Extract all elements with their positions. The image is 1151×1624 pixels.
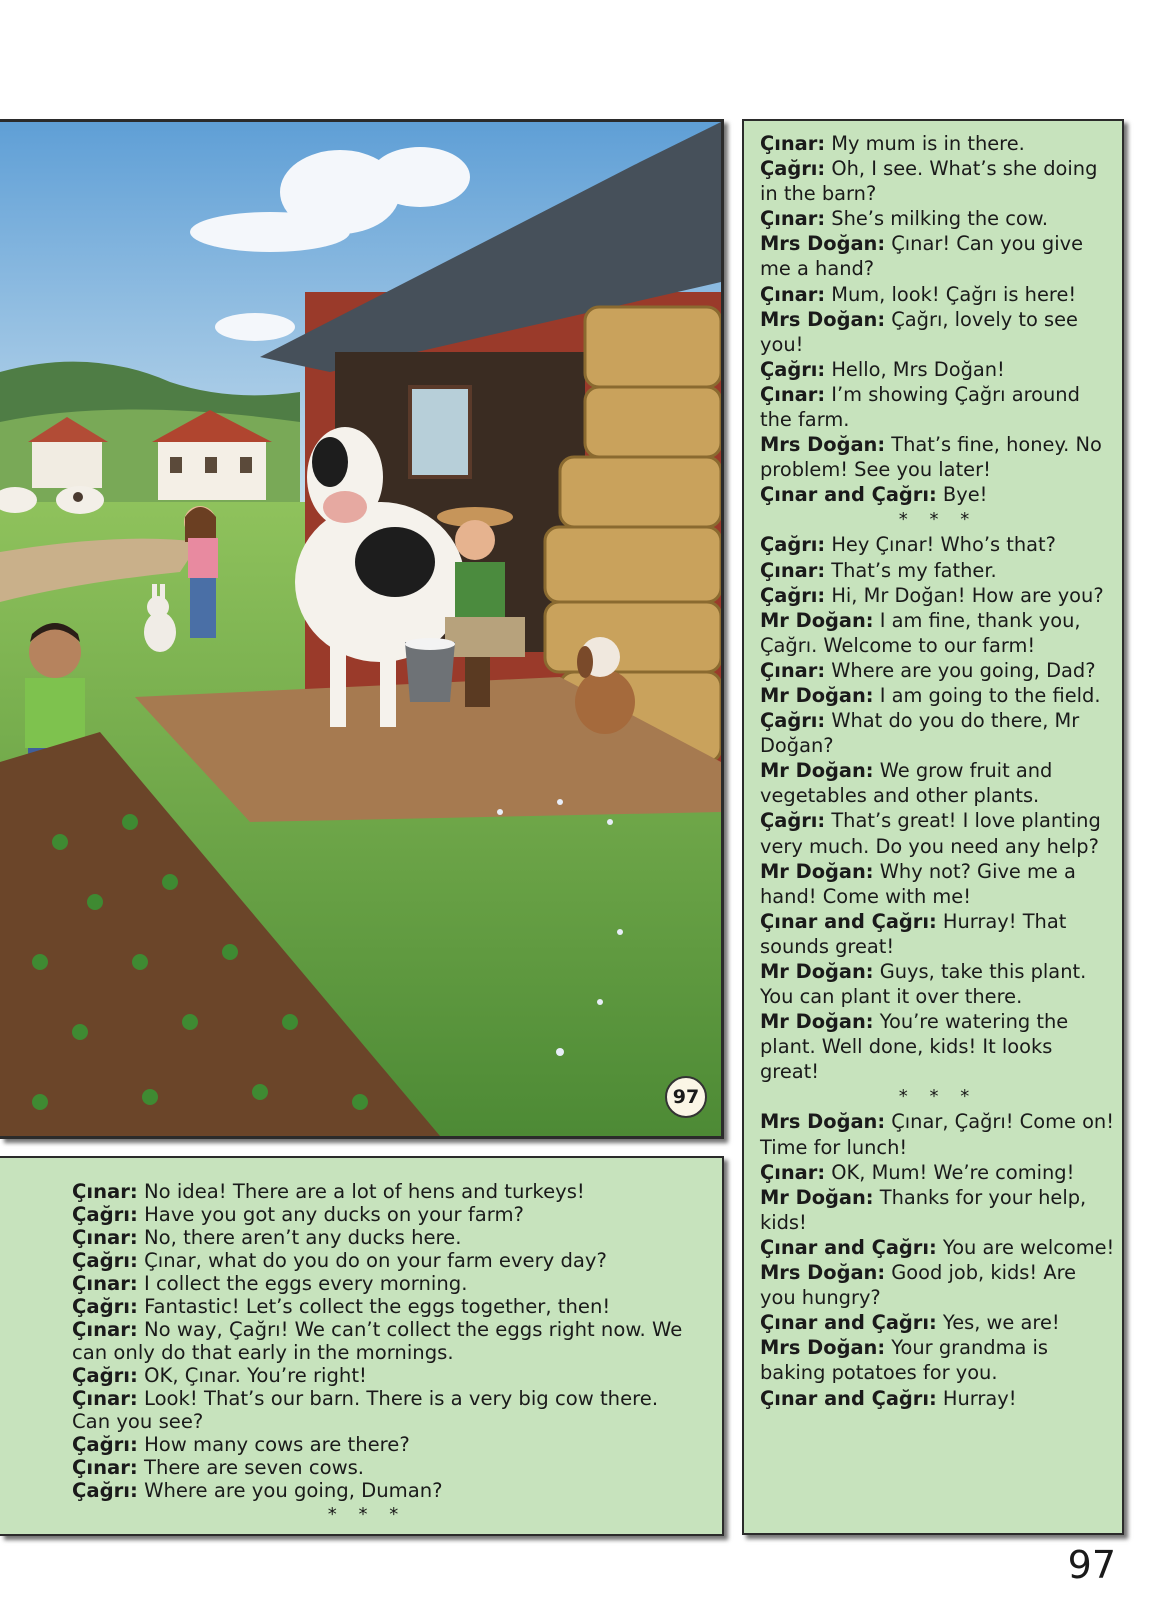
speaker-name: Mr Doğan: bbox=[760, 859, 874, 883]
dialogue-text: I am going to the field. bbox=[873, 683, 1101, 707]
dialogue-line bbox=[72, 1203, 702, 1226]
section-separator: * * * bbox=[898, 1086, 978, 1108]
dialogue-line bbox=[760, 959, 1116, 1009]
dialogue-text: Çınar! Can you give me a hand? bbox=[760, 232, 1084, 281]
speaker-name: Mrs Doğan: bbox=[760, 307, 886, 331]
speaker-name: Mrs Doğan: bbox=[760, 1261, 886, 1285]
speaker-name: Çınar: bbox=[72, 1456, 138, 1479]
dialogue-text: We grow fruit and vegetables and other plants. bbox=[760, 759, 1053, 808]
dialogue-text: Hurray! bbox=[936, 1386, 1017, 1410]
dialogue-line bbox=[72, 1249, 702, 1272]
dialogue-text: Hello, Mrs Doğan! bbox=[825, 357, 1005, 381]
speaker-name: Çağrı: bbox=[72, 1433, 138, 1456]
speaker-name: Çınar and Çağrı: bbox=[760, 1386, 937, 1410]
dialogue-text: What do you do there, Mr Doğan? bbox=[760, 709, 1080, 758]
speaker-name: Çağrı: bbox=[760, 157, 826, 181]
speaker-name: Mr Doğan: bbox=[760, 608, 874, 632]
dialogue-text: That’s fine, honey. No problem! See you later! bbox=[760, 433, 1102, 482]
dialogue-lines bbox=[760, 131, 1116, 1411]
speaker-name: Çınar: bbox=[72, 1318, 138, 1341]
speaker-name: Mr Doğan: bbox=[760, 1185, 874, 1209]
dialogue-text: Good job, kids! Are you hungry? bbox=[760, 1261, 1077, 1310]
dialogue-line bbox=[760, 583, 1116, 608]
dialogue-line bbox=[760, 532, 1116, 557]
dialogue-line bbox=[760, 357, 1116, 382]
dialogue-panel-bottom bbox=[0, 1156, 724, 1536]
dialogue-text: I am fine, thank you, Çağrı. Welcome to our farm! bbox=[760, 608, 1081, 657]
dialogue-text: I collect the eggs every morning. bbox=[137, 1272, 468, 1295]
dialogue-line bbox=[760, 1235, 1116, 1260]
speaker-name: Çağrı: bbox=[72, 1364, 138, 1387]
dialogue-line bbox=[72, 1226, 702, 1249]
farm-illustration bbox=[0, 119, 724, 1139]
dialogue-line bbox=[72, 1433, 702, 1456]
speaker-name: Çınar: bbox=[72, 1387, 138, 1410]
dialogue-text: You are welcome! bbox=[936, 1235, 1115, 1259]
dialogue-text: No, there aren’t any ducks here. bbox=[137, 1226, 462, 1249]
speaker-name: Çağrı: bbox=[72, 1295, 138, 1318]
dialogue-line bbox=[760, 808, 1116, 858]
dialogue-line bbox=[760, 1310, 1116, 1335]
speaker-name: Çınar: bbox=[760, 1160, 826, 1184]
speaker-name: Mrs Doğan: bbox=[760, 433, 886, 457]
dialogue-line bbox=[760, 131, 1116, 156]
dialogue-text: OK, Mum! We’re coming! bbox=[825, 1160, 1075, 1184]
speaker-name: Çınar and Çağrı: bbox=[760, 1235, 937, 1259]
dialogue-line bbox=[760, 708, 1116, 758]
speaker-name: Çınar: bbox=[760, 207, 826, 231]
speaker-name: Çınar: bbox=[72, 1272, 138, 1295]
dialogue-text: Çağrı, lovely to see you! bbox=[760, 307, 1078, 356]
dialogue-text: There are seven cows. bbox=[137, 1456, 365, 1479]
dialogue-text: My mum is in there. bbox=[825, 132, 1025, 155]
dialogue-text: Hi, Mr Doğan! How are you? bbox=[825, 583, 1104, 607]
dialogue-line bbox=[72, 1272, 702, 1295]
speaker-name: Çınar: bbox=[760, 282, 826, 306]
dialogue-line bbox=[72, 1479, 702, 1502]
speaker-name: Mrs Doğan: bbox=[760, 232, 886, 256]
dialogue-text: Your grandma is baking potatoes for you. bbox=[760, 1336, 1049, 1385]
speaker-name: Çınar: bbox=[760, 132, 826, 155]
dialogue-line bbox=[760, 1109, 1116, 1159]
dialogue-text: Thanks for your help, kids! bbox=[760, 1185, 1087, 1234]
speaker-name: Mrs Doğan: bbox=[760, 1110, 886, 1134]
farm-scene-image bbox=[0, 122, 721, 1136]
speaker-name: Mr Doğan: bbox=[760, 1010, 874, 1034]
dialogue-text: I’m showing Çağrı around the farm. bbox=[760, 382, 1080, 432]
dialogue-text: Look! That’s our barn. There is a very big cow there. Can you see? bbox=[72, 1387, 659, 1433]
speaker-name: Çağrı: bbox=[760, 357, 826, 381]
speaker-name: Çağrı: bbox=[72, 1249, 138, 1272]
dialogue-line bbox=[760, 1009, 1116, 1084]
dialogue-line bbox=[72, 1318, 702, 1364]
dialogue-text: No way, Çağrı! We can’t collect the eggs right now. We can only do that early in the mornings. bbox=[72, 1318, 683, 1364]
dialogue-text: Where are you going, Duman? bbox=[137, 1479, 443, 1502]
speaker-name: Mr Doğan: bbox=[760, 759, 874, 783]
speaker-name: Çınar: bbox=[760, 382, 826, 406]
dialogue-line bbox=[72, 1295, 702, 1318]
dialogue-line bbox=[760, 1335, 1116, 1385]
speaker-name: Çağrı: bbox=[760, 809, 826, 833]
section-separator: * * * bbox=[327, 1504, 407, 1525]
dialogue-line bbox=[72, 1180, 702, 1203]
dialogue-line bbox=[760, 758, 1116, 808]
dialogue-line bbox=[760, 1160, 1116, 1185]
dialogue-line bbox=[760, 231, 1116, 281]
speaker-name: Çınar and Çağrı: bbox=[760, 1311, 937, 1335]
dialogue-line bbox=[760, 432, 1116, 482]
dialogue-line bbox=[72, 1456, 702, 1479]
speaker-name: Çınar: bbox=[72, 1226, 138, 1249]
dialogue-text: OK, Çınar. You’re right! bbox=[137, 1364, 367, 1387]
dialogue-text: Hey Çınar! Who’s that? bbox=[825, 533, 1056, 557]
dialogue-line bbox=[72, 1364, 702, 1387]
dialogue-panel-right bbox=[742, 119, 1124, 1535]
speaker-name: Mr Doğan: bbox=[760, 960, 874, 983]
speaker-name: Mr Doğan: bbox=[760, 683, 874, 707]
speaker-name: Çağrı: bbox=[72, 1203, 138, 1226]
dialogue-line bbox=[760, 307, 1116, 357]
speaker-name: Çınar and Çağrı: bbox=[760, 909, 937, 933]
dialogue-text: She’s milking the cow. bbox=[825, 207, 1049, 231]
page-number: 97 bbox=[1067, 1543, 1116, 1587]
dialogue-text: That’s great! I love planting very much. Do you need any help? bbox=[760, 809, 1101, 858]
dialogue-text: Mum, look! Çağrı is here! bbox=[825, 282, 1077, 306]
dialogue-line bbox=[760, 909, 1116, 959]
dialogue-line bbox=[760, 206, 1116, 231]
dialogue-line bbox=[760, 382, 1116, 432]
illustration-page-badge: 97 bbox=[665, 1076, 707, 1118]
speaker-name: Mrs Doğan: bbox=[760, 1336, 886, 1360]
dialogue-text: Oh, I see. What’s she doing in the barn? bbox=[760, 157, 1098, 206]
dialogue-line bbox=[760, 482, 1116, 507]
dialogue-text: Çınar, what do you do on your farm every day? bbox=[137, 1249, 607, 1272]
dialogue-line bbox=[760, 1386, 1116, 1411]
speaker-name: Çağrı: bbox=[760, 709, 826, 733]
speaker-name: Çınar: bbox=[72, 1180, 138, 1203]
dialogue-line bbox=[72, 1387, 702, 1433]
speaker-name: Çağrı: bbox=[760, 533, 826, 557]
dialogue-text: You’re watering the plant. Well done, kids! It looks great! bbox=[760, 1010, 1069, 1084]
speaker-name: Çağrı: bbox=[760, 583, 826, 607]
dialogue-text: Where are you going, Dad? bbox=[825, 658, 1096, 682]
dialogue-text: Çınar, Çağrı! Come on! Time for lunch! bbox=[760, 1110, 1114, 1159]
dialogue-text: Why not? Give me a hand! Come with me! bbox=[760, 859, 1076, 908]
dialogue-line bbox=[760, 282, 1116, 307]
dialogue-text: Have you got any ducks on your farm? bbox=[137, 1203, 524, 1226]
dialogue-lines bbox=[72, 1180, 702, 1527]
speaker-name: Çınar: bbox=[760, 658, 826, 682]
dialogue-text: Hurray! That sounds great! bbox=[760, 909, 1067, 958]
dialogue-text: No idea! There are a lot of hens and turkeys! bbox=[137, 1180, 585, 1203]
dialogue-line bbox=[760, 558, 1116, 583]
dialogue-text: Guys, take this plant. You can plant it over there. bbox=[760, 960, 1087, 1009]
dialogue-line bbox=[760, 1185, 1116, 1235]
dialogue-text: Bye! bbox=[936, 483, 988, 507]
dialogue-line bbox=[760, 608, 1116, 658]
dialogue-line bbox=[760, 859, 1116, 909]
dialogue-text: How many cows are there? bbox=[137, 1433, 410, 1456]
dialogue-line bbox=[760, 156, 1116, 206]
dialogue-line bbox=[760, 1260, 1116, 1310]
dialogue-line bbox=[760, 658, 1116, 683]
dialogue-text: Yes, we are! bbox=[936, 1311, 1060, 1335]
dialogue-text: Fantastic! Let’s collect the eggs together, then! bbox=[137, 1295, 611, 1318]
section-separator: * * * bbox=[898, 509, 978, 531]
speaker-name: Çınar: bbox=[760, 558, 826, 582]
dialogue-text: That’s my father. bbox=[825, 558, 997, 582]
speaker-name: Çınar and Çağrı: bbox=[760, 483, 937, 507]
speaker-name: Çağrı: bbox=[72, 1479, 138, 1502]
dialogue-line bbox=[760, 683, 1116, 708]
